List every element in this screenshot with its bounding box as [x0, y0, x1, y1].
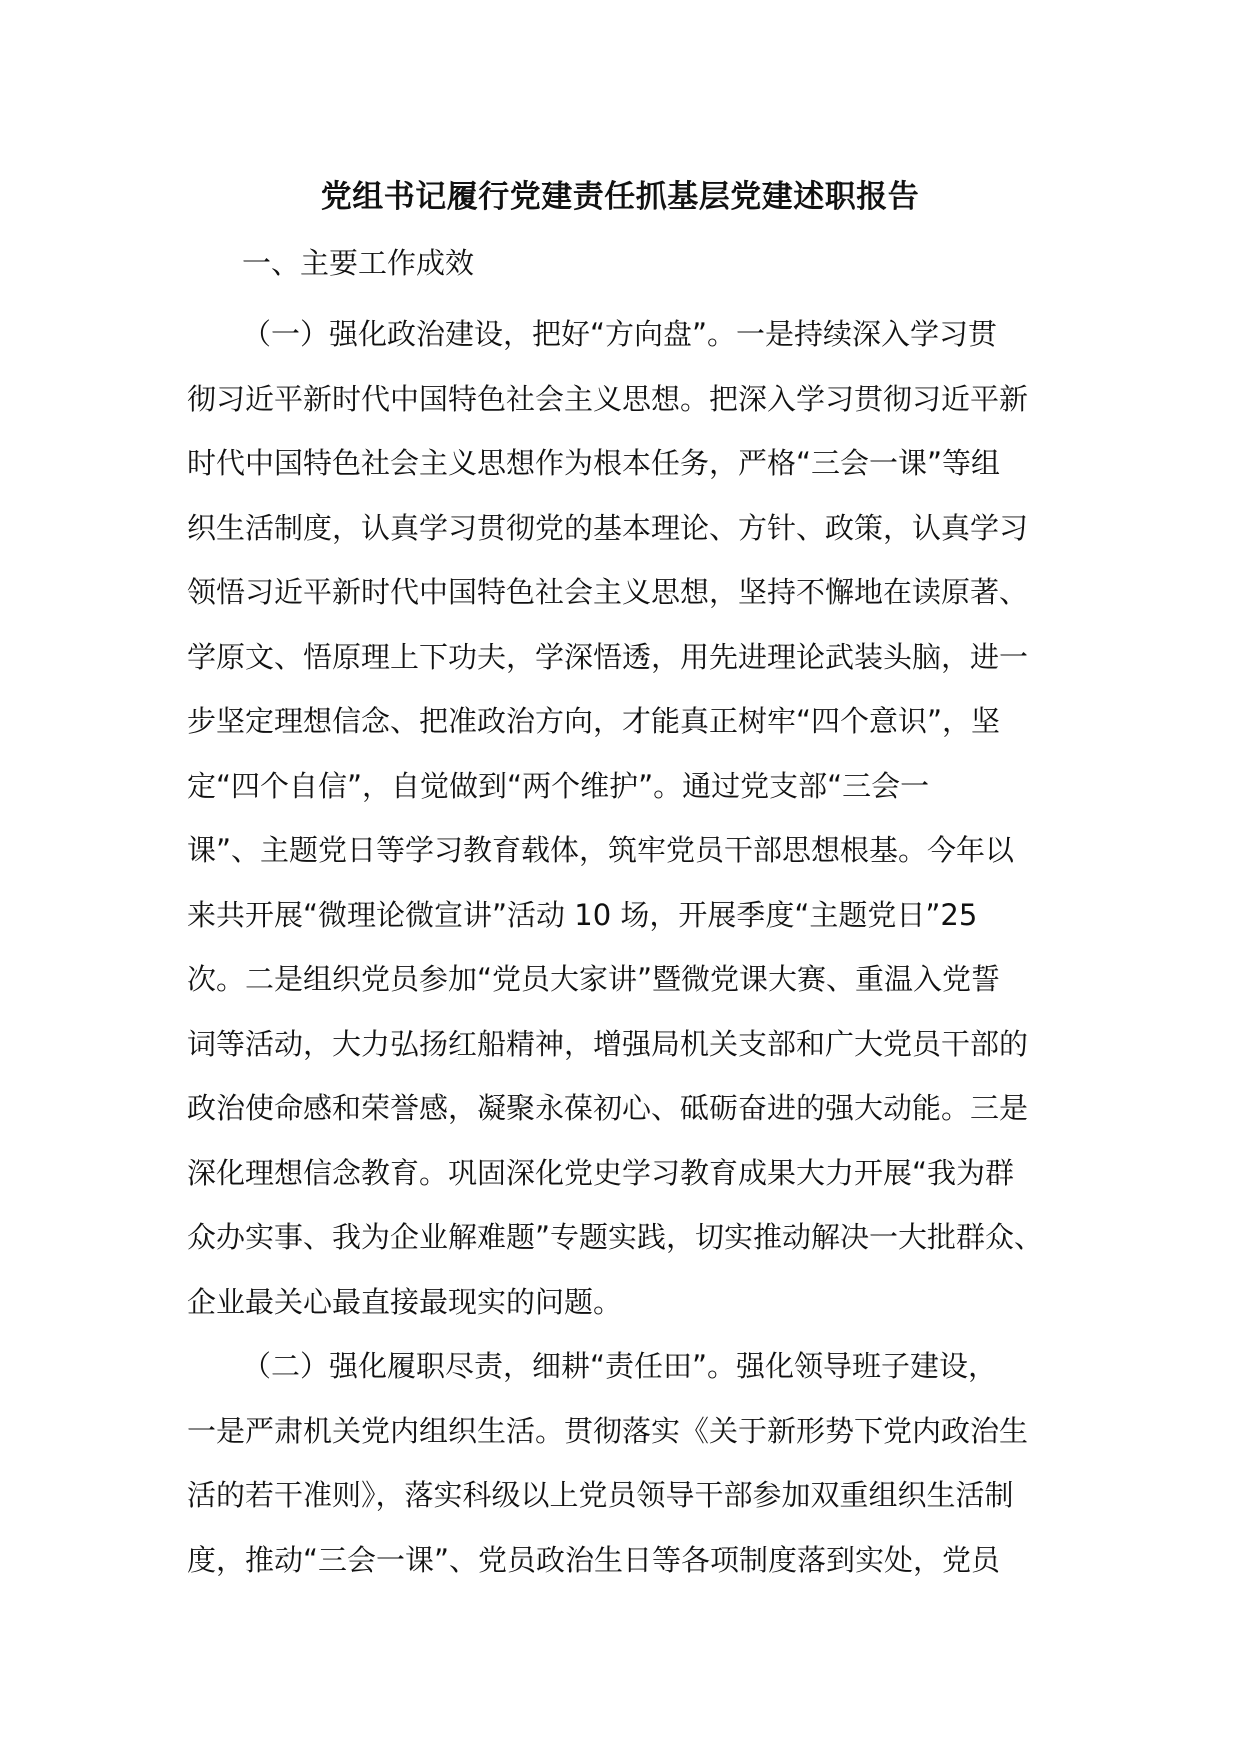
paragraph-line: 企业最关心最直接最现实的问题。 [187, 1284, 623, 1319]
paragraph-line: 学原文、悟原理上下功夫，学深悟透，用先进理论武装头脑，进一 [187, 639, 1029, 674]
paragraph-line: 度，推动“三会一课”、党员政治生日等各项制度落到实处，党员 [187, 1542, 1001, 1577]
section-heading: 一、主要工作成效 [242, 246, 475, 280]
document-body [187, 302, 1067, 1592]
paragraph-line: 一是严肃机关党内组织生活。贯彻落实《关于新形势下党内政治生 [187, 1413, 1029, 1448]
paragraph-line: 政治使命感和荣誉感，凝聚永葆初心、砥砺奋进的强大动能。三是 [187, 1091, 1029, 1125]
paragraph-line: 众办实事、我为企业解难题”专题实践，切实推动解决一大批群众、 [187, 1220, 1044, 1254]
paragraph-line: 活的若干准则》，落实科级以上党员领导干部参加双重组织生活制 [187, 1478, 1014, 1512]
paragraph-line: （二）强化履职尽责，细耕“责任田”。强化领导班子建设， [242, 1349, 998, 1383]
paragraph-line: 定“四个自信”，自觉做到“两个维护”。通过党支部“三会一 [187, 768, 930, 803]
paragraph-line: 步坚定理想信念、把准政治方向，才能真正树牢“四个意识”，坚 [187, 704, 1001, 738]
paragraph-line: 课”、主题党日等学习教育载体，筑牢党员干部思想根基。今年以 [187, 833, 1015, 867]
paragraph-line: （一）强化政治建设，把好“方向盘”。一是持续深入学习贯 [242, 317, 998, 351]
paragraph-line: 深化理想信念教育。巩固深化党史学习教育成果大力开展“我为群 [187, 1155, 1015, 1190]
paragraph-line: 织生活制度，认真学习贯彻党的基本理论、方针、政策，认真学习 [187, 510, 1029, 545]
paragraph-line: 次。二是组织党员参加“党员大家讲”暨微党课大赛、重温入党誓 [187, 962, 1001, 996]
paragraph-line: 来共开展“微理论微宣讲”活动 10 场，开展季度“主题党日”25 [187, 897, 978, 932]
paragraph-line: 领悟习近平新时代中国特色社会主义思想，坚持不懈地在读原著、 [187, 575, 1029, 609]
document-title: 党组书记履行党建责任抓基层党建述职报告 [320, 179, 920, 215]
paragraph-line: 彻习近平新时代中国特色社会主义思想。把深入学习贯彻习近平新 [187, 381, 1029, 416]
paragraph-line: 时代中国特色社会主义思想作为根本任务，严格“三会一课”等组 [187, 446, 1001, 480]
paragraph-line: 词等活动，大力弘扬红船精神，增强局机关支部和广大党员干部的 [187, 1026, 1029, 1061]
